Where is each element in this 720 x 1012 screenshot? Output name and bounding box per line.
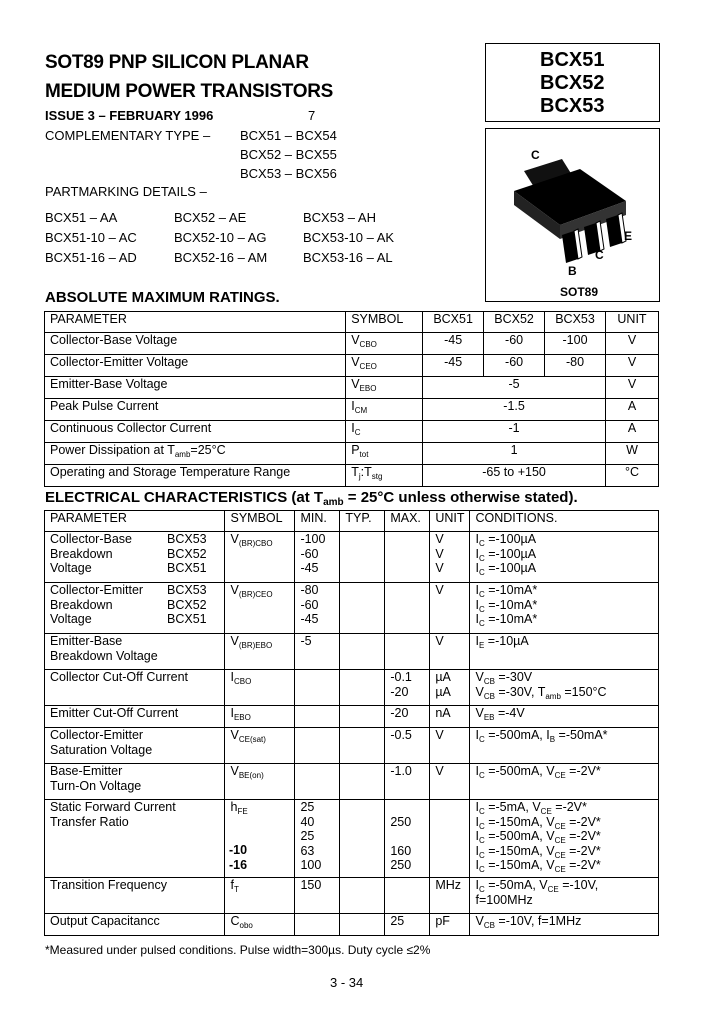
header-cell: CONDITIONS. bbox=[470, 511, 659, 532]
table-row bbox=[45, 465, 659, 487]
symbol-cell: $P_{tot}$ bbox=[346, 443, 423, 465]
cond-cell: $I_C =-10mA*$ $I_C =-10mA*$ $I_C =-10mA*$ bbox=[470, 583, 659, 634]
table-row bbox=[45, 634, 659, 670]
max-cell: 25 bbox=[385, 914, 430, 936]
min-cell: 150 bbox=[295, 878, 340, 914]
param-cell: Output Capacitancc bbox=[45, 914, 225, 936]
param-cell: Emitter Cut-Off Current bbox=[45, 706, 225, 728]
partmark-cell: BCX51-10 – AC bbox=[45, 230, 137, 245]
complementary-pair-1: BCX51 – BCX54 bbox=[240, 128, 337, 143]
table-row bbox=[45, 421, 659, 443]
symbol-cell: $h_{FE}$ bbox=[225, 800, 295, 878]
partmark-cell: BCX52-16 – AM bbox=[174, 250, 268, 265]
param-cell: Static Forward Current Transfer Ratio -10 -16 bbox=[45, 800, 225, 878]
symbol-cell: $I_C$ bbox=[346, 421, 423, 443]
typ-cell bbox=[340, 878, 385, 914]
unit-cell: pF bbox=[430, 914, 470, 936]
partmark-cell: BCX51 – AA bbox=[45, 210, 118, 225]
param-cell: Emitter-Base Breakdown Voltage bbox=[45, 634, 225, 670]
unit-cell: A bbox=[606, 421, 659, 443]
max-cell: -0.5 bbox=[385, 728, 430, 764]
table-row bbox=[45, 764, 659, 800]
header-cell: SYMBOL bbox=[346, 312, 423, 333]
value-cell: -80 bbox=[545, 355, 606, 377]
abs-max-table bbox=[44, 311, 659, 487]
complementary-label: COMPLEMENTARY TYPE – bbox=[45, 128, 211, 143]
typ-cell bbox=[340, 706, 385, 728]
unit-cell: MHz bbox=[430, 878, 470, 914]
elec-heading: ELECTRICAL CHARACTERISTICS (at $T_{amb} = 25^\circ C$ unless otherwise stated). bbox=[45, 489, 578, 508]
cond-cell: $V_{CB} =-10V$, f=1MHz bbox=[470, 914, 659, 936]
unit-cell: V bbox=[430, 634, 470, 670]
symbol-cell: $f_T$ bbox=[225, 878, 295, 914]
typ-cell bbox=[340, 583, 385, 634]
header-cell: PARAMETER bbox=[45, 511, 225, 532]
pin-label-c-top: C bbox=[531, 148, 540, 162]
pin-label-e: E bbox=[624, 229, 633, 243]
param-cell: Collector-Base Voltage bbox=[45, 333, 346, 355]
unit-cell: V V V bbox=[430, 532, 470, 583]
param-cell: Base-Emitter Turn-On Voltage bbox=[45, 764, 225, 800]
typ-cell bbox=[340, 800, 385, 878]
param-cell: Collector-Emitter Saturation Voltage bbox=[45, 728, 225, 764]
partmark-cell: BCX51-16 – AD bbox=[45, 250, 137, 265]
title-line-2: MEDIUM POWER TRANSISTORS bbox=[45, 81, 334, 102]
header-cell: BCX51 bbox=[423, 312, 484, 333]
table-row bbox=[45, 377, 659, 399]
unit-cell: A bbox=[606, 399, 659, 421]
table-header-row bbox=[45, 312, 659, 333]
typ-cell bbox=[340, 914, 385, 936]
max-cell: -20 bbox=[385, 706, 430, 728]
value-cell: -100 bbox=[545, 333, 606, 355]
typ-cell bbox=[340, 764, 385, 800]
cond-cell: $I_C =-50mA$, $V_{CE} =-10V$, f=100MHz bbox=[470, 878, 659, 914]
value-cell: -45 bbox=[423, 333, 484, 355]
symbol-cell: $V_{(BR)CEO}$ bbox=[225, 583, 295, 634]
package-box bbox=[485, 128, 660, 302]
cond-cell: $I_C =-100\mu A$ $I_C =-100\mu A$ $I_C =-100\mu A$ bbox=[470, 532, 659, 583]
value-cell: -1 bbox=[423, 421, 606, 443]
unit-cell: °C bbox=[606, 465, 659, 487]
max-cell: 250 160 250 bbox=[385, 800, 430, 878]
page-number: 3 - 34 bbox=[330, 975, 364, 990]
package-name: SOT89 bbox=[560, 285, 599, 299]
header-cell: UNIT bbox=[606, 312, 659, 333]
typ-cell bbox=[340, 728, 385, 764]
value-cell: -60 bbox=[484, 355, 545, 377]
min-cell: 25 40 25 63 100 bbox=[295, 800, 340, 878]
part-number-2: BCX52 bbox=[540, 72, 605, 94]
max-cell bbox=[385, 583, 430, 634]
partmark-cell: BCX53-16 – AL bbox=[303, 250, 393, 265]
typ-cell bbox=[340, 532, 385, 583]
max-cell bbox=[385, 878, 430, 914]
header-cell: SYMBOL bbox=[225, 511, 295, 532]
unit-cell: nA bbox=[430, 706, 470, 728]
complementary-pair-2: BCX52 – BCX55 bbox=[240, 147, 337, 162]
table-row bbox=[45, 399, 659, 421]
value-cell: 1 bbox=[423, 443, 606, 465]
min-cell bbox=[295, 728, 340, 764]
symbol-cell: $I_{CM}$ bbox=[346, 399, 423, 421]
part-number-box bbox=[485, 43, 660, 122]
table-row bbox=[45, 670, 659, 706]
max-cell bbox=[385, 532, 430, 583]
unit-cell: V bbox=[430, 583, 470, 634]
header-cell: MAX. bbox=[385, 511, 430, 532]
value-cell: -5 bbox=[423, 377, 606, 399]
header-cell: UNIT bbox=[430, 511, 470, 532]
value-cell: -60 bbox=[484, 333, 545, 355]
unit-cell: V bbox=[430, 764, 470, 800]
cond-cell: $I_E =-10\mu A$ bbox=[470, 634, 659, 670]
symbol-cell: $V_{EBO}$ bbox=[346, 377, 423, 399]
unit-cell: µA µA bbox=[430, 670, 470, 706]
param-cell: Collector-Emitter Voltage bbox=[45, 355, 346, 377]
table-row bbox=[45, 583, 659, 634]
issue-mark: 7 bbox=[308, 108, 316, 123]
min-cell bbox=[295, 914, 340, 936]
min-cell bbox=[295, 764, 340, 800]
partmark-cell: BCX53 – AH bbox=[303, 210, 376, 225]
unit-cell: V bbox=[606, 355, 659, 377]
header-cell: PARAMETER bbox=[45, 312, 346, 333]
symbol-cell: $T_j:T_{stg}$ bbox=[346, 465, 423, 487]
title-line-1: SOT89 PNP SILICON PLANAR bbox=[45, 52, 309, 73]
min-cell bbox=[295, 670, 340, 706]
unit-cell bbox=[430, 800, 470, 878]
symbol-cell: $V_{(BR)EBO}$ bbox=[225, 634, 295, 670]
unit-cell: V bbox=[606, 377, 659, 399]
symbol-cell: $I_{CBO}$ bbox=[225, 670, 295, 706]
value-cell: -45 bbox=[423, 355, 484, 377]
param-cell: Collector-Emitter Breakdown Voltage BCX53 BCX52 BCX51 bbox=[45, 583, 225, 634]
table-row bbox=[45, 706, 659, 728]
part-number-3: BCX53 bbox=[540, 95, 605, 117]
table-row bbox=[45, 914, 659, 936]
part-number-1: BCX51 bbox=[540, 49, 605, 71]
cond-cell: $I_C =-500mA$, $I_B =-50mA*$ bbox=[470, 728, 659, 764]
table-row bbox=[45, 333, 659, 355]
typ-cell bbox=[340, 670, 385, 706]
min-cell: -80 -60 -45 bbox=[295, 583, 340, 634]
cond-cell: $I_C =-5mA$, $V_{CE} =-2V*$ $I_C =-150mA$, $V_{CE} =-2V*$ $I_C =-500mA$, $V_{CE} =-2V*$ $I_C =-150mA$, $V_{CE} =-2V*$ $I_C =-150mA$, $V_{CE} =-2V*$ bbox=[470, 800, 659, 878]
symbol-cell: $C_{obo}$ bbox=[225, 914, 295, 936]
max-cell: -0.1 -20 bbox=[385, 670, 430, 706]
max-cell bbox=[385, 634, 430, 670]
cond-cell: $V_{EB} =-4V$ bbox=[470, 706, 659, 728]
value-cell: -1.5 bbox=[423, 399, 606, 421]
header-cell: BCX52 bbox=[484, 312, 545, 333]
table-header-row bbox=[45, 511, 659, 532]
param-cell: Operating and Storage Temperature Range bbox=[45, 465, 346, 487]
param-cell: Collector-Base Breakdown Voltage BCX53 BCX52 BCX51 bbox=[45, 532, 225, 583]
symbol-cell: $V_{CE(sat)}$ bbox=[225, 728, 295, 764]
pin-label-c: C bbox=[595, 248, 604, 262]
table-row bbox=[45, 800, 659, 878]
issue-line: ISSUE 3 – FEBRUARY 1996 bbox=[45, 108, 214, 123]
param-cell: Transition Frequency bbox=[45, 878, 225, 914]
param-cell: Power Dissipation at $T_{amb}=25^\circ C$ bbox=[45, 443, 346, 465]
min-cell: -100 -60 -45 bbox=[295, 532, 340, 583]
cond-cell: $I_C =-500mA$, $V_{CE} =-2V*$ bbox=[470, 764, 659, 800]
unit-cell: W bbox=[606, 443, 659, 465]
symbol-cell: $V_{BE(on)}$ bbox=[225, 764, 295, 800]
min-cell: -5 bbox=[295, 634, 340, 670]
table-row bbox=[45, 878, 659, 914]
abs-max-heading: ABSOLUTE MAXIMUM RATINGS. bbox=[45, 289, 280, 306]
param-cell: Emitter-Base Voltage bbox=[45, 377, 346, 399]
partmark-cell: BCX53-10 – AK bbox=[303, 230, 395, 245]
header-cell: MIN. bbox=[295, 511, 340, 532]
max-cell: -1.0 bbox=[385, 764, 430, 800]
table-row bbox=[45, 532, 659, 583]
partmarking-label: PARTMARKING DETAILS – bbox=[45, 184, 207, 199]
header-cell: TYP. bbox=[340, 511, 385, 532]
unit-cell: V bbox=[430, 728, 470, 764]
param-cell: Collector Cut-Off Current bbox=[45, 670, 225, 706]
pin-label-b: B bbox=[568, 264, 577, 278]
min-cell bbox=[295, 706, 340, 728]
symbol-cell: $V_{CEO}$ bbox=[346, 355, 423, 377]
table-row bbox=[45, 355, 659, 377]
complementary-pair-3: BCX53 – BCX56 bbox=[240, 166, 337, 181]
value-cell: -65 to +150 bbox=[423, 465, 606, 487]
symbol-cell: $I_{EBO}$ bbox=[225, 706, 295, 728]
symbol-cell: $V_{CBO}$ bbox=[346, 333, 423, 355]
unit-cell: V bbox=[606, 333, 659, 355]
header-cell: BCX53 bbox=[545, 312, 606, 333]
cond-cell: $V_{CB} =-30V$ $V_{CB} =-30V$, $T_{amb} =150^\circ C$ bbox=[470, 670, 659, 706]
partmark-cell: BCX52 – AE bbox=[174, 210, 247, 225]
partmark-cell: BCX52-10 – AG bbox=[174, 230, 267, 245]
table-row bbox=[45, 728, 659, 764]
symbol-cell: $V_{(BR)CBO}$ bbox=[225, 532, 295, 583]
typ-cell bbox=[340, 634, 385, 670]
elec-table bbox=[44, 510, 659, 936]
param-cell: Continuous Collector Current bbox=[45, 421, 346, 443]
param-cell: Peak Pulse Current bbox=[45, 399, 346, 421]
footnote: *Measured under pulsed conditions. Pulse width=300µs. Duty cycle ≤2% bbox=[45, 943, 431, 957]
table-row bbox=[45, 443, 659, 465]
